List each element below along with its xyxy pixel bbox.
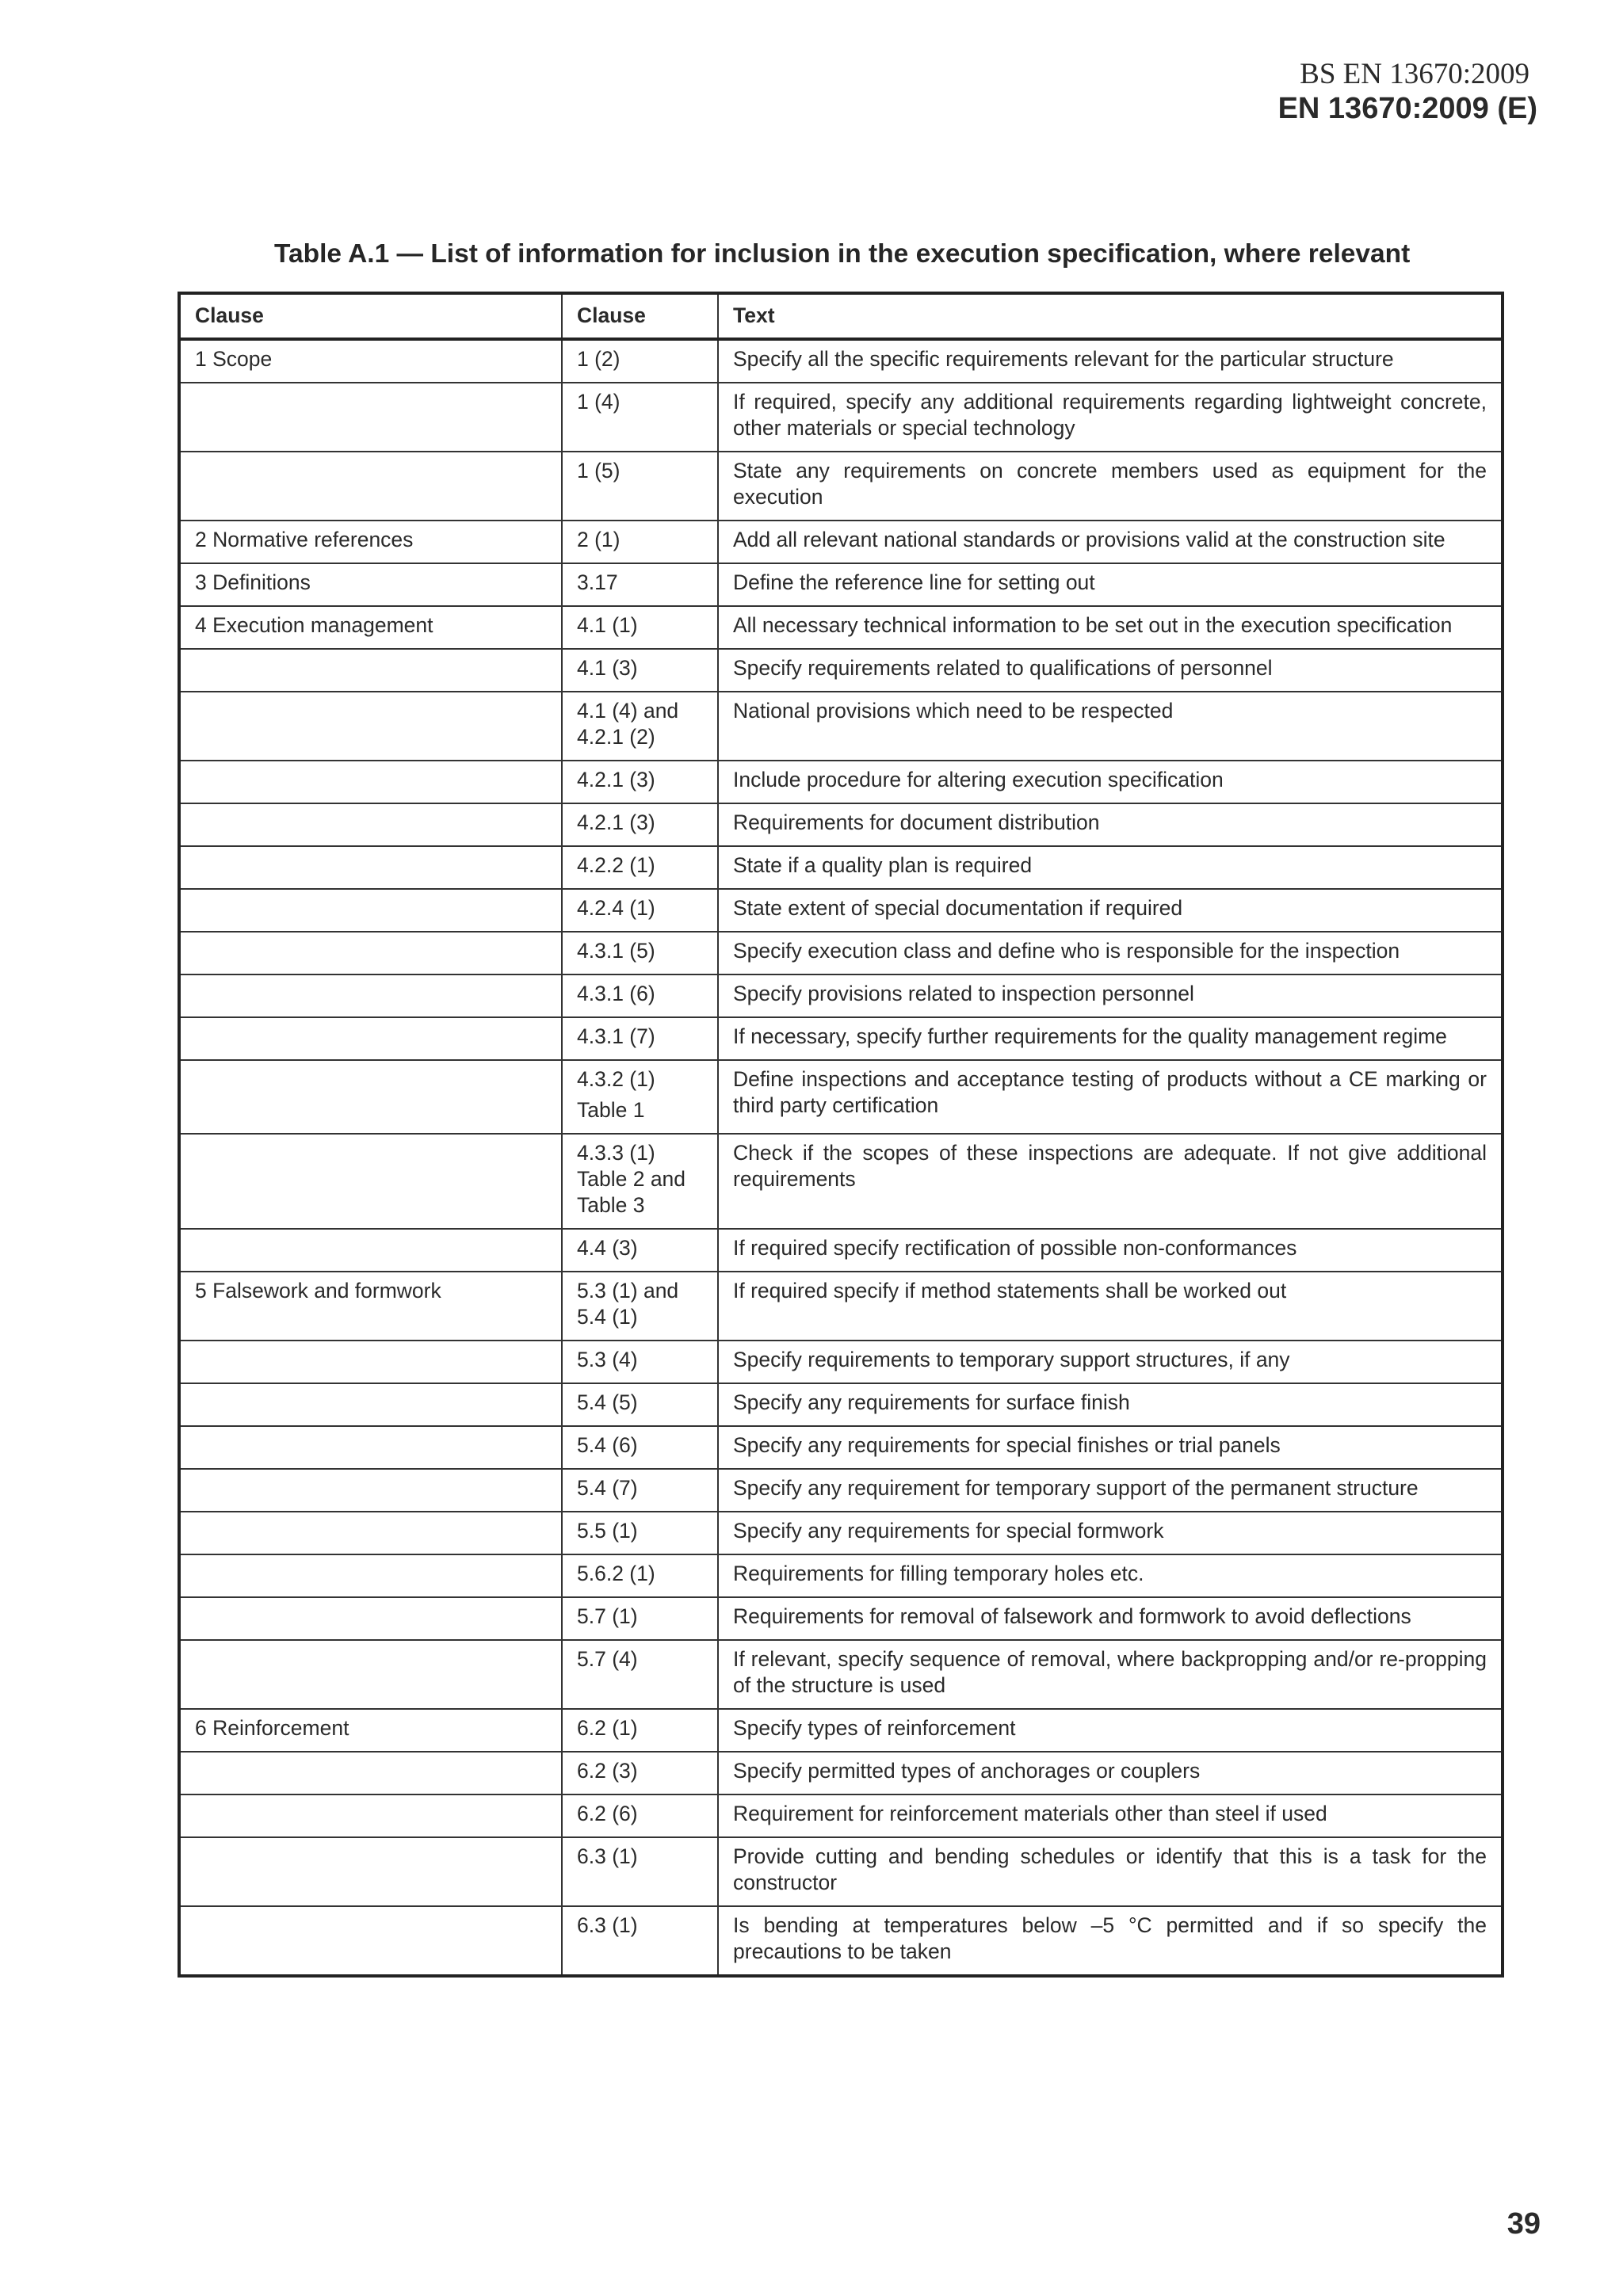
clause-reference: 6.3 (1) (577, 1913, 638, 1937)
section-cell (179, 1341, 562, 1383)
section-cell (179, 1597, 562, 1640)
clause-cell (562, 1554, 718, 1597)
clause-reference: 6.2 (3) (577, 1759, 638, 1783)
clause-reference: 4.1 (3) (577, 656, 638, 680)
text-cell: If necessary, specify further requirements for the quality management regime (718, 1017, 1503, 1060)
clause-cell (562, 1272, 718, 1341)
table-row (179, 803, 1503, 846)
section-cell (179, 803, 562, 846)
column-header-section-clause: Clause (179, 293, 562, 339)
text-cell: All necessary technical information to be set out in the execution specification (718, 606, 1503, 649)
clause-cell (562, 452, 718, 521)
table-row (179, 1794, 1503, 1837)
clause-cell (562, 1906, 718, 1976)
text-cell: State extent of special documentation if required (718, 889, 1503, 932)
table-row (179, 521, 1503, 563)
text-cell: Define the reference line for setting out (718, 563, 1503, 606)
text-cell: National provisions which need to be respected (718, 692, 1503, 761)
section-cell (179, 1837, 562, 1906)
table-row (179, 649, 1503, 692)
clause-reference: 5.7 (4) (577, 1647, 638, 1671)
text-cell: Specify types of reinforcement (718, 1709, 1503, 1752)
table-row (179, 846, 1503, 889)
table-row (179, 339, 1503, 383)
clause-reference: 6.3 (1) (577, 1844, 638, 1868)
clause-reference: 1 (2) (577, 347, 621, 371)
text-cell: Include procedure for altering execution specification (718, 761, 1503, 803)
section-cell (179, 1640, 562, 1709)
text-cell: Specify execution class and define who is responsible for the inspection (718, 932, 1503, 974)
section-cell (179, 1229, 562, 1272)
section-cell (179, 452, 562, 521)
clause-cell (562, 803, 718, 846)
clause-cell (562, 1794, 718, 1837)
section-cell (179, 383, 562, 452)
section-cell: 4 Execution management (179, 606, 562, 649)
clause-reference: 5.4 (6) (577, 1433, 638, 1457)
table-row (179, 1597, 1503, 1640)
table-title: Table A.1 — List of information for inclusion in the execution specification, where relevant (274, 239, 1411, 269)
clause-reference: 4.3.1 (5) (577, 939, 655, 963)
section-cell (179, 1383, 562, 1426)
section-cell (179, 692, 562, 761)
section-cell (179, 1426, 562, 1469)
table-row (179, 383, 1503, 452)
clause-reference: 5.7 (1) (577, 1604, 638, 1628)
clause-cell (562, 1017, 718, 1060)
column-header-text: Text (718, 293, 1503, 339)
section-cell: 2 Normative references (179, 521, 562, 563)
text-cell: Requirements for document distribution (718, 803, 1503, 846)
clause-reference: 4.1 (4) and 4.2.1 (2) (577, 699, 679, 749)
clause-reference: 5.3 (4) (577, 1348, 638, 1371)
table-row (179, 1469, 1503, 1512)
clause-reference: Table 1 (577, 1098, 645, 1122)
table-row (179, 1229, 1503, 1272)
table-row (179, 1512, 1503, 1554)
table-row (179, 1837, 1503, 1906)
section-cell (179, 889, 562, 932)
clause-cell (562, 1469, 718, 1512)
text-cell: If relevant, specify sequence of removal, where backpropping and/or re-propping of the structure is used (718, 1640, 1503, 1709)
text-cell: Check if the scopes of these inspections are adequate. If not give additional requirements (718, 1134, 1503, 1229)
text-cell: Specify permitted types of anchorages or couplers (718, 1752, 1503, 1794)
clause-cell (562, 761, 718, 803)
clause-reference: 4.3.3 (1) Table 2 and Table 3 (577, 1141, 686, 1217)
table-row (179, 692, 1503, 761)
clause-cell (562, 1512, 718, 1554)
column-header-clause: Clause (562, 293, 718, 339)
clause-reference: 3.17 (577, 570, 618, 594)
clause-cell (562, 383, 718, 452)
text-cell: Specify any requirements for special formwork (718, 1512, 1503, 1554)
clause-cell (562, 1597, 718, 1640)
text-cell: Add all relevant national standards or provisions valid at the construction site (718, 521, 1503, 563)
text-cell: Specify requirements to temporary support structures, if any (718, 1341, 1503, 1383)
section-cell: 3 Definitions (179, 563, 562, 606)
text-cell: If required, specify any additional requirements regarding lightweight concrete, other materials or special technology (718, 383, 1503, 452)
clause-reference: 5.4 (5) (577, 1390, 638, 1414)
section-cell (179, 761, 562, 803)
section-cell (179, 1060, 562, 1134)
clause-reference: 4.2.2 (1) (577, 853, 655, 877)
table-row (179, 1060, 1503, 1134)
table-header-row (179, 293, 1503, 339)
clause-cell (562, 932, 718, 974)
standard-number-english: EN 13670:2009 (E) (1277, 92, 1537, 125)
text-cell: Provide cutting and bending schedules or identify that this is a task for the constructor (718, 1837, 1503, 1906)
clause-reference: 4.1 (1) (577, 613, 638, 637)
clause-cell (562, 1060, 718, 1134)
clause-reference: 1 (5) (577, 459, 621, 482)
clause-cell (562, 563, 718, 606)
clause-cell (562, 974, 718, 1017)
section-cell (179, 1017, 562, 1060)
clause-cell (562, 606, 718, 649)
clause-reference: 5.5 (1) (577, 1519, 638, 1543)
clause-cell (562, 1426, 718, 1469)
table-row (179, 452, 1503, 521)
clause-cell (562, 521, 718, 563)
section-cell (179, 974, 562, 1017)
section-cell (179, 1906, 562, 1976)
table-row (179, 1134, 1503, 1229)
page-number: 39 (1507, 2207, 1541, 2241)
text-cell: Specify all the specific requirements relevant for the particular structure (718, 339, 1503, 383)
clause-cell (562, 1341, 718, 1383)
table-row (179, 606, 1503, 649)
table-row (179, 1709, 1503, 1752)
clause-cell (562, 1640, 718, 1709)
clause-reference: 6.2 (6) (577, 1802, 638, 1825)
section-cell (179, 1554, 562, 1597)
section-cell (179, 1794, 562, 1837)
clause-reference: 4.2.4 (1) (577, 896, 655, 920)
section-cell (179, 846, 562, 889)
section-cell: 1 Scope (179, 339, 562, 383)
section-cell (179, 1134, 562, 1229)
clause-cell (562, 1134, 718, 1229)
clause-reference: 5.3 (1) and 5.4 (1) (577, 1279, 679, 1329)
text-cell: Is bending at temperatures below –5 °C permitted and if so specify the precautions to be taken (718, 1906, 1503, 1976)
text-cell: Specify provisions related to inspection personnel (718, 974, 1503, 1017)
table-row (179, 1341, 1503, 1383)
table-row (179, 1383, 1503, 1426)
table-row (179, 1554, 1503, 1597)
text-cell: If required specify rectification of possible non-conformances (718, 1229, 1503, 1272)
section-cell: 5 Falsework and formwork (179, 1272, 562, 1341)
clause-cell (562, 1383, 718, 1426)
clause-reference: 2 (1) (577, 528, 621, 551)
clause-reference: 5.4 (7) (577, 1476, 638, 1500)
text-cell: If required specify if method statements shall be worked out (718, 1272, 1503, 1341)
table-row (179, 563, 1503, 606)
table-row (179, 1272, 1503, 1341)
text-cell: Specify any requirements for surface finish (718, 1383, 1503, 1426)
table-row (179, 1906, 1503, 1976)
clause-cell (562, 339, 718, 383)
text-cell: State if a quality plan is required (718, 846, 1503, 889)
standard-number: BS EN 13670:2009 (1300, 58, 1529, 90)
table-row (179, 974, 1503, 1017)
section-cell (179, 1752, 562, 1794)
clause-reference: 4.3.1 (6) (577, 982, 655, 1005)
clause-cell (562, 1709, 718, 1752)
section-cell (179, 649, 562, 692)
clause-reference: 6.2 (1) (577, 1716, 638, 1740)
clause-cell (562, 1229, 718, 1272)
clause-cell (562, 846, 718, 889)
clause-reference: 4.2.1 (3) (577, 810, 655, 834)
table-row (179, 1752, 1503, 1794)
text-cell: Requirements for filling temporary holes etc. (718, 1554, 1503, 1597)
execution-specification-table (178, 292, 1504, 1978)
text-cell: Requirement for reinforcement materials other than steel if used (718, 1794, 1503, 1837)
table-row (179, 1640, 1503, 1709)
text-cell: Specify requirements related to qualifications of personnel (718, 649, 1503, 692)
section-cell: 6 Reinforcement (179, 1709, 562, 1752)
clause-reference: 4.4 (3) (577, 1236, 638, 1260)
clause-cell (562, 889, 718, 932)
clause-reference: 1 (4) (577, 390, 621, 414)
clause-reference: 5.6.2 (1) (577, 1562, 655, 1585)
section-cell (179, 932, 562, 974)
clause-reference: 4.2.1 (3) (577, 768, 655, 791)
table-row (179, 1017, 1503, 1060)
table-row (179, 1426, 1503, 1469)
section-cell (179, 1512, 562, 1554)
table-body (179, 339, 1503, 1976)
text-cell: Specify any requirements for special finishes or trial panels (718, 1426, 1503, 1469)
table-row (179, 889, 1503, 932)
clause-cell (562, 692, 718, 761)
clause-cell (562, 649, 718, 692)
table-row (179, 761, 1503, 803)
clause-reference: 4.3.1 (7) (577, 1024, 655, 1048)
text-cell: Define inspections and acceptance testing of products without a CE marking or third party certification (718, 1060, 1503, 1134)
table-row (179, 932, 1503, 974)
text-cell: Specify any requirement for temporary support of the permanent structure (718, 1469, 1503, 1512)
clause-cell (562, 1837, 718, 1906)
clause-cell (562, 1752, 718, 1794)
section-cell (179, 1469, 562, 1512)
text-cell: Requirements for removal of falsework and formwork to avoid deflections (718, 1597, 1503, 1640)
text-cell: State any requirements on concrete members used as equipment for the execution (718, 452, 1503, 521)
clause-reference: 4.3.2 (1) (577, 1067, 655, 1091)
